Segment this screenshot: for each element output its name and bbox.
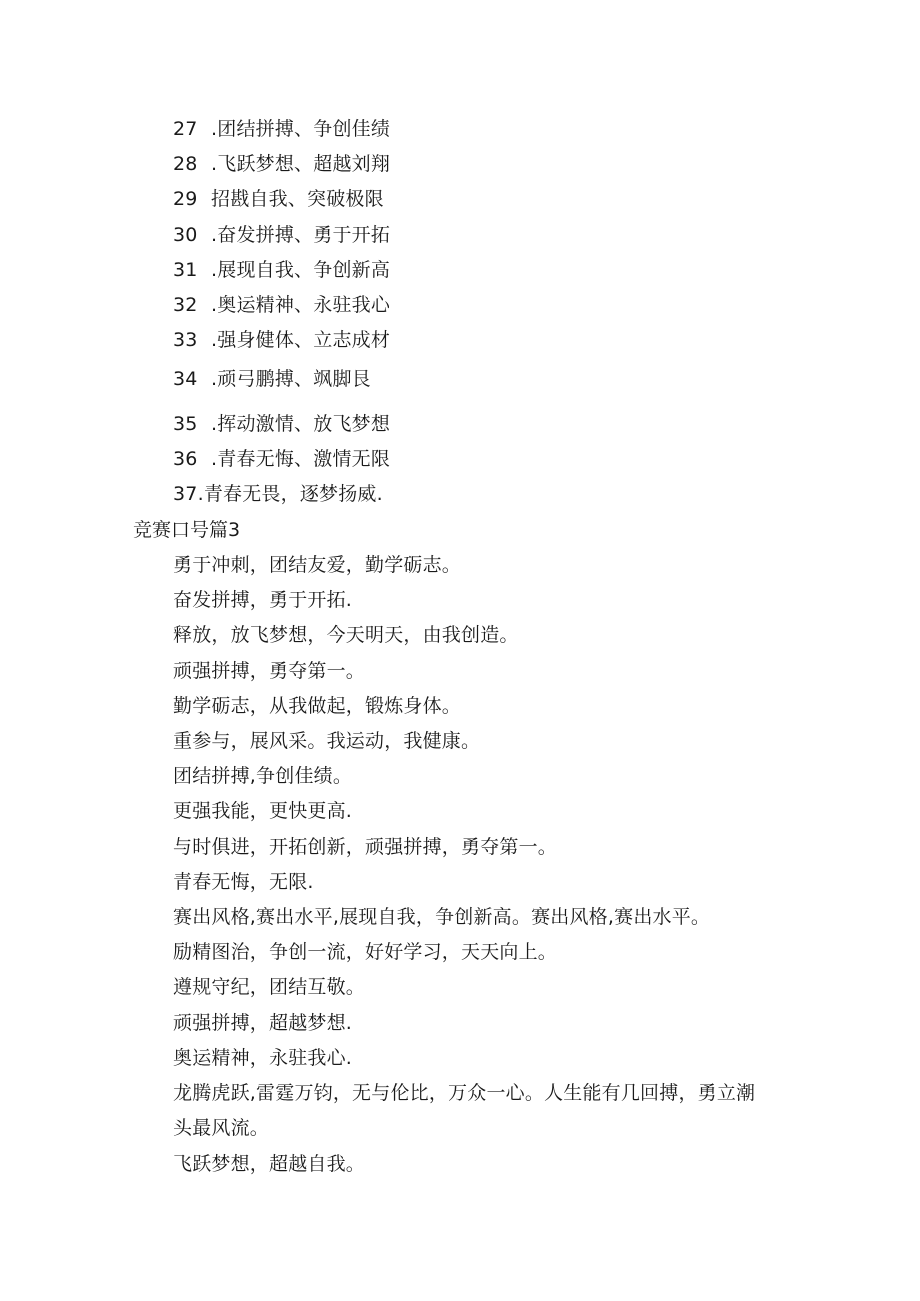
- list-item-35: [173, 412, 390, 436]
- list-item-text: .奥运精神、永驻我心: [211, 294, 391, 316]
- list-item-text: .青春无悔、激情无限: [211, 448, 391, 470]
- list-item-30: [173, 223, 390, 247]
- list-item-33: [173, 328, 390, 352]
- list-item-37: 37.青春无畏，逐梦扬威.: [173, 483, 383, 505]
- slogan-line: 遵规守纪，团结互敬。: [173, 976, 366, 998]
- list-item-text: .展现自我、争创新高: [211, 259, 391, 281]
- section-heading: 竞赛口号篇3: [133, 519, 241, 541]
- slogan-line: 励精图治，争创一流，好好学习，天天向上。: [173, 941, 558, 963]
- slogan-line: 顽强拼搏，超越梦想.: [173, 1012, 353, 1034]
- list-item-number: 34: [173, 368, 198, 390]
- list-item-36: [173, 447, 390, 471]
- list-item-28: [173, 152, 390, 176]
- list-item-number: 29: [173, 188, 198, 210]
- slogan-line: 勤学砺志，从我做起，锻炼身体。: [173, 695, 462, 717]
- list-item-32: [173, 293, 390, 317]
- list-item-number: 30: [173, 224, 198, 246]
- list-item-number: 27: [173, 118, 198, 140]
- list-item-text: .挥动激情、放飞梦想: [211, 413, 391, 435]
- list-item-text: .顽弓鹏搏、飒脚艮: [211, 368, 371, 390]
- slogan-line: 青春无悔，无限.: [173, 871, 314, 893]
- slogan-line: 赛出风格,赛出水平,展现自我，争创新高。赛出风格,赛出水平。: [173, 906, 711, 928]
- slogan-line: 飞跃梦想，超越自我。: [173, 1153, 366, 1175]
- list-item-number: 33: [173, 329, 198, 351]
- slogan-line: 龙腾虎跃,雷霆万钧，无与伦比，万众一心。人生能有几回搏，勇立潮: [173, 1082, 756, 1104]
- list-item-text: 招戡自我、突破极限: [211, 188, 384, 210]
- slogan-line: 顽强拼搏，勇夺第一。: [173, 660, 366, 682]
- slogan-line: 释放，放飞梦想，今天明天，由我创造。: [173, 624, 519, 646]
- list-item-29: [173, 187, 384, 211]
- list-item-text: .团结拼搏、争创佳绩: [211, 118, 391, 140]
- list-item-31: [173, 258, 390, 282]
- slogan-line: 奥运精神，永驻我心.: [173, 1047, 353, 1069]
- list-item-number: 31: [173, 259, 198, 281]
- list-item-number: 32: [173, 294, 198, 316]
- list-item-number: 36: [173, 448, 198, 470]
- slogan-line: 团结拼搏,争创佳绩。: [173, 765, 353, 787]
- list-item-text: .奋发拼搏、勇于开拓: [211, 224, 391, 246]
- slogan-line: 奋发拼搏，勇于开拓.: [173, 589, 353, 611]
- list-item-text: .强身健体、立志成材: [211, 329, 391, 351]
- list-item-number: 35: [173, 413, 198, 435]
- slogan-line: 重参与，展风采。我运动，我健康。: [173, 730, 481, 752]
- slogan-line: 与时俱进，开拓创新，顽强拼搏，勇夺第一。: [173, 836, 558, 858]
- slogan-line: 头最风流。: [173, 1117, 270, 1139]
- list-item-34: [173, 367, 371, 391]
- slogan-line: 勇于冲刺，团结友爱，勤学砺志。: [173, 554, 462, 576]
- slogan-line: 更强我能，更快更高.: [173, 800, 353, 822]
- list-item-27: [173, 117, 390, 141]
- list-item-number: 28: [173, 153, 198, 175]
- list-item-text: .飞跃梦想、超越刘翔: [211, 153, 391, 175]
